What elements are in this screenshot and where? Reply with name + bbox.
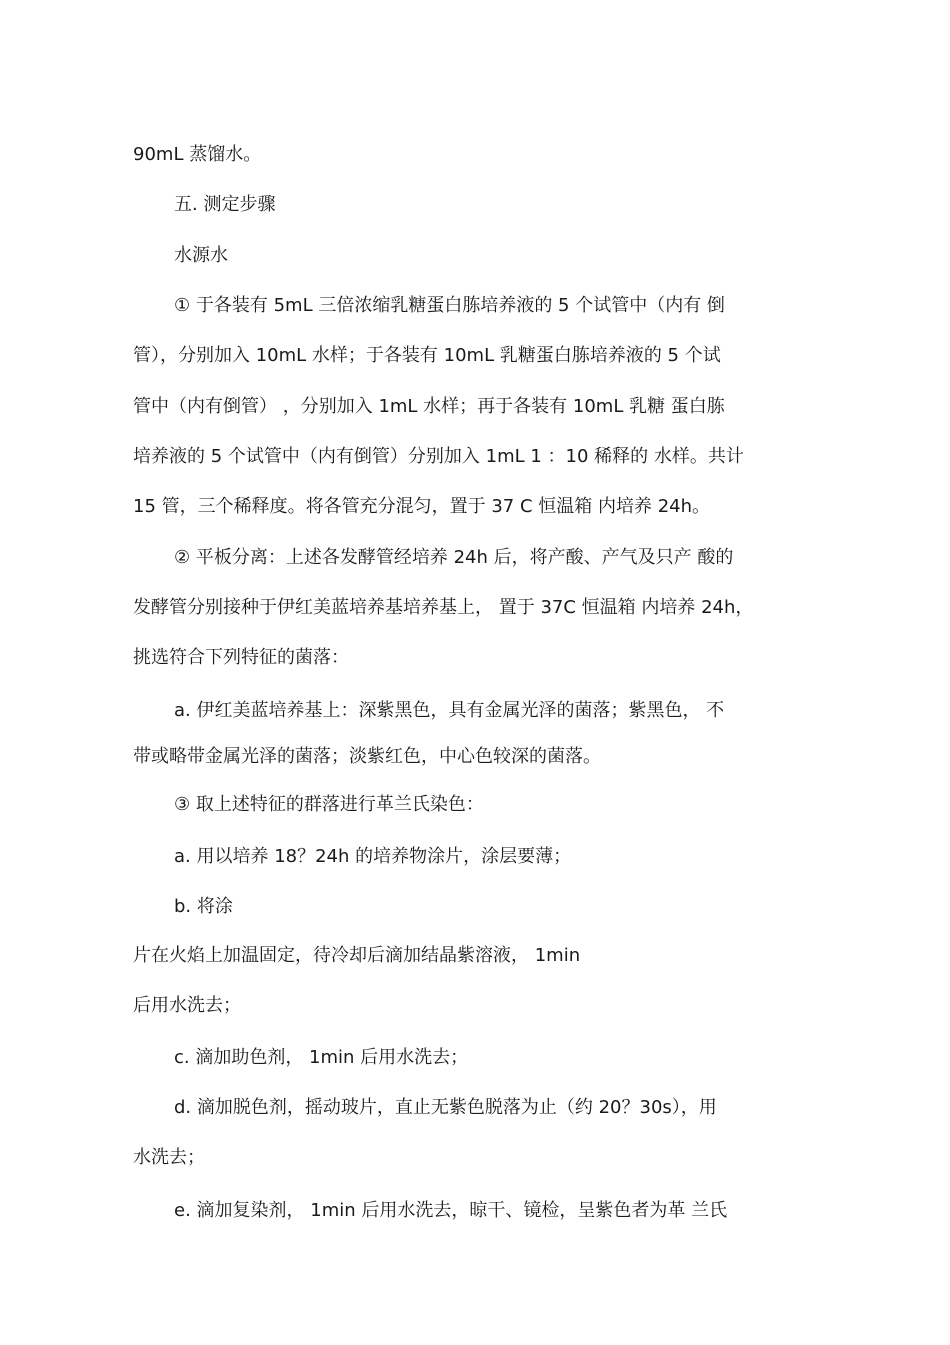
text-line: e. 滴加复染剂， 1min 后用水洗去，晾干、镜检，呈紫色者为革 兰氏	[174, 1200, 728, 1221]
text-line: d. 滴加脱色剂，摇动玻片，直止无紫色脱落为止（约 20？30s），用	[174, 1097, 717, 1118]
text-line: ② 平板分离：上述各发酵管经培养 24h 后，将产酸、产气及只产 酸的	[174, 547, 734, 568]
subsection-heading: 水源水	[174, 245, 228, 266]
text-line: 15 管，三个稀释度。将各管充分混匀，置于 37 C 恒温箱 内培养 24h。	[133, 496, 711, 517]
text-line: 管），分别加入 10mL 水样；于各装有 10mL 乳糖蛋白胨培养液的 5 个试	[133, 345, 721, 366]
text-line: 片在火焰上加温固定，待冷却后滴加结晶紫溶液， 1min	[133, 945, 581, 966]
text-line: 管中（内有倒管） ，分别加入 1mL 水样；再于各装有 10mL 乳糖 蛋白胨	[133, 396, 725, 417]
text-line: 后用水洗去；	[133, 995, 241, 1016]
text-line: 90mL 蒸馏水。	[133, 144, 262, 165]
section-heading: 五. 测定步骤	[174, 194, 276, 215]
text-line: a. 伊红美蓝培养基上：深紫黑色，具有金属光泽的菌落；紫黑色， 不	[174, 700, 725, 721]
text-line: 发酵管分别接种于伊红美蓝培养基培养基上， 置于 37C 恒温箱 内培养 24h，	[133, 597, 754, 618]
text-line: c. 滴加助色剂， 1min 后用水洗去；	[174, 1047, 469, 1068]
text-line: 水洗去；	[133, 1147, 205, 1168]
text-line: 挑选符合下列特征的菌落：	[133, 647, 349, 668]
text-line: 带或略带金属光泽的菌落；淡紫红色，中心色较深的菌落。	[133, 746, 601, 767]
text-line: ① 于各装有 5mL 三倍浓缩乳糖蛋白胨培养液的 5 个试管中（内有 倒	[174, 295, 725, 316]
text-line: a. 用以培养 18？24h 的培养物涂片，涂层要薄；	[174, 846, 572, 867]
text-line: 培养液的 5 个试管中（内有倒管）分别加入 1mL 1 ：10 稀释的 水样。共计	[133, 446, 744, 467]
text-line: b. 将涂	[174, 896, 233, 917]
text-line: ③ 取上述特征的群落进行革兰氏染色：	[174, 794, 484, 815]
